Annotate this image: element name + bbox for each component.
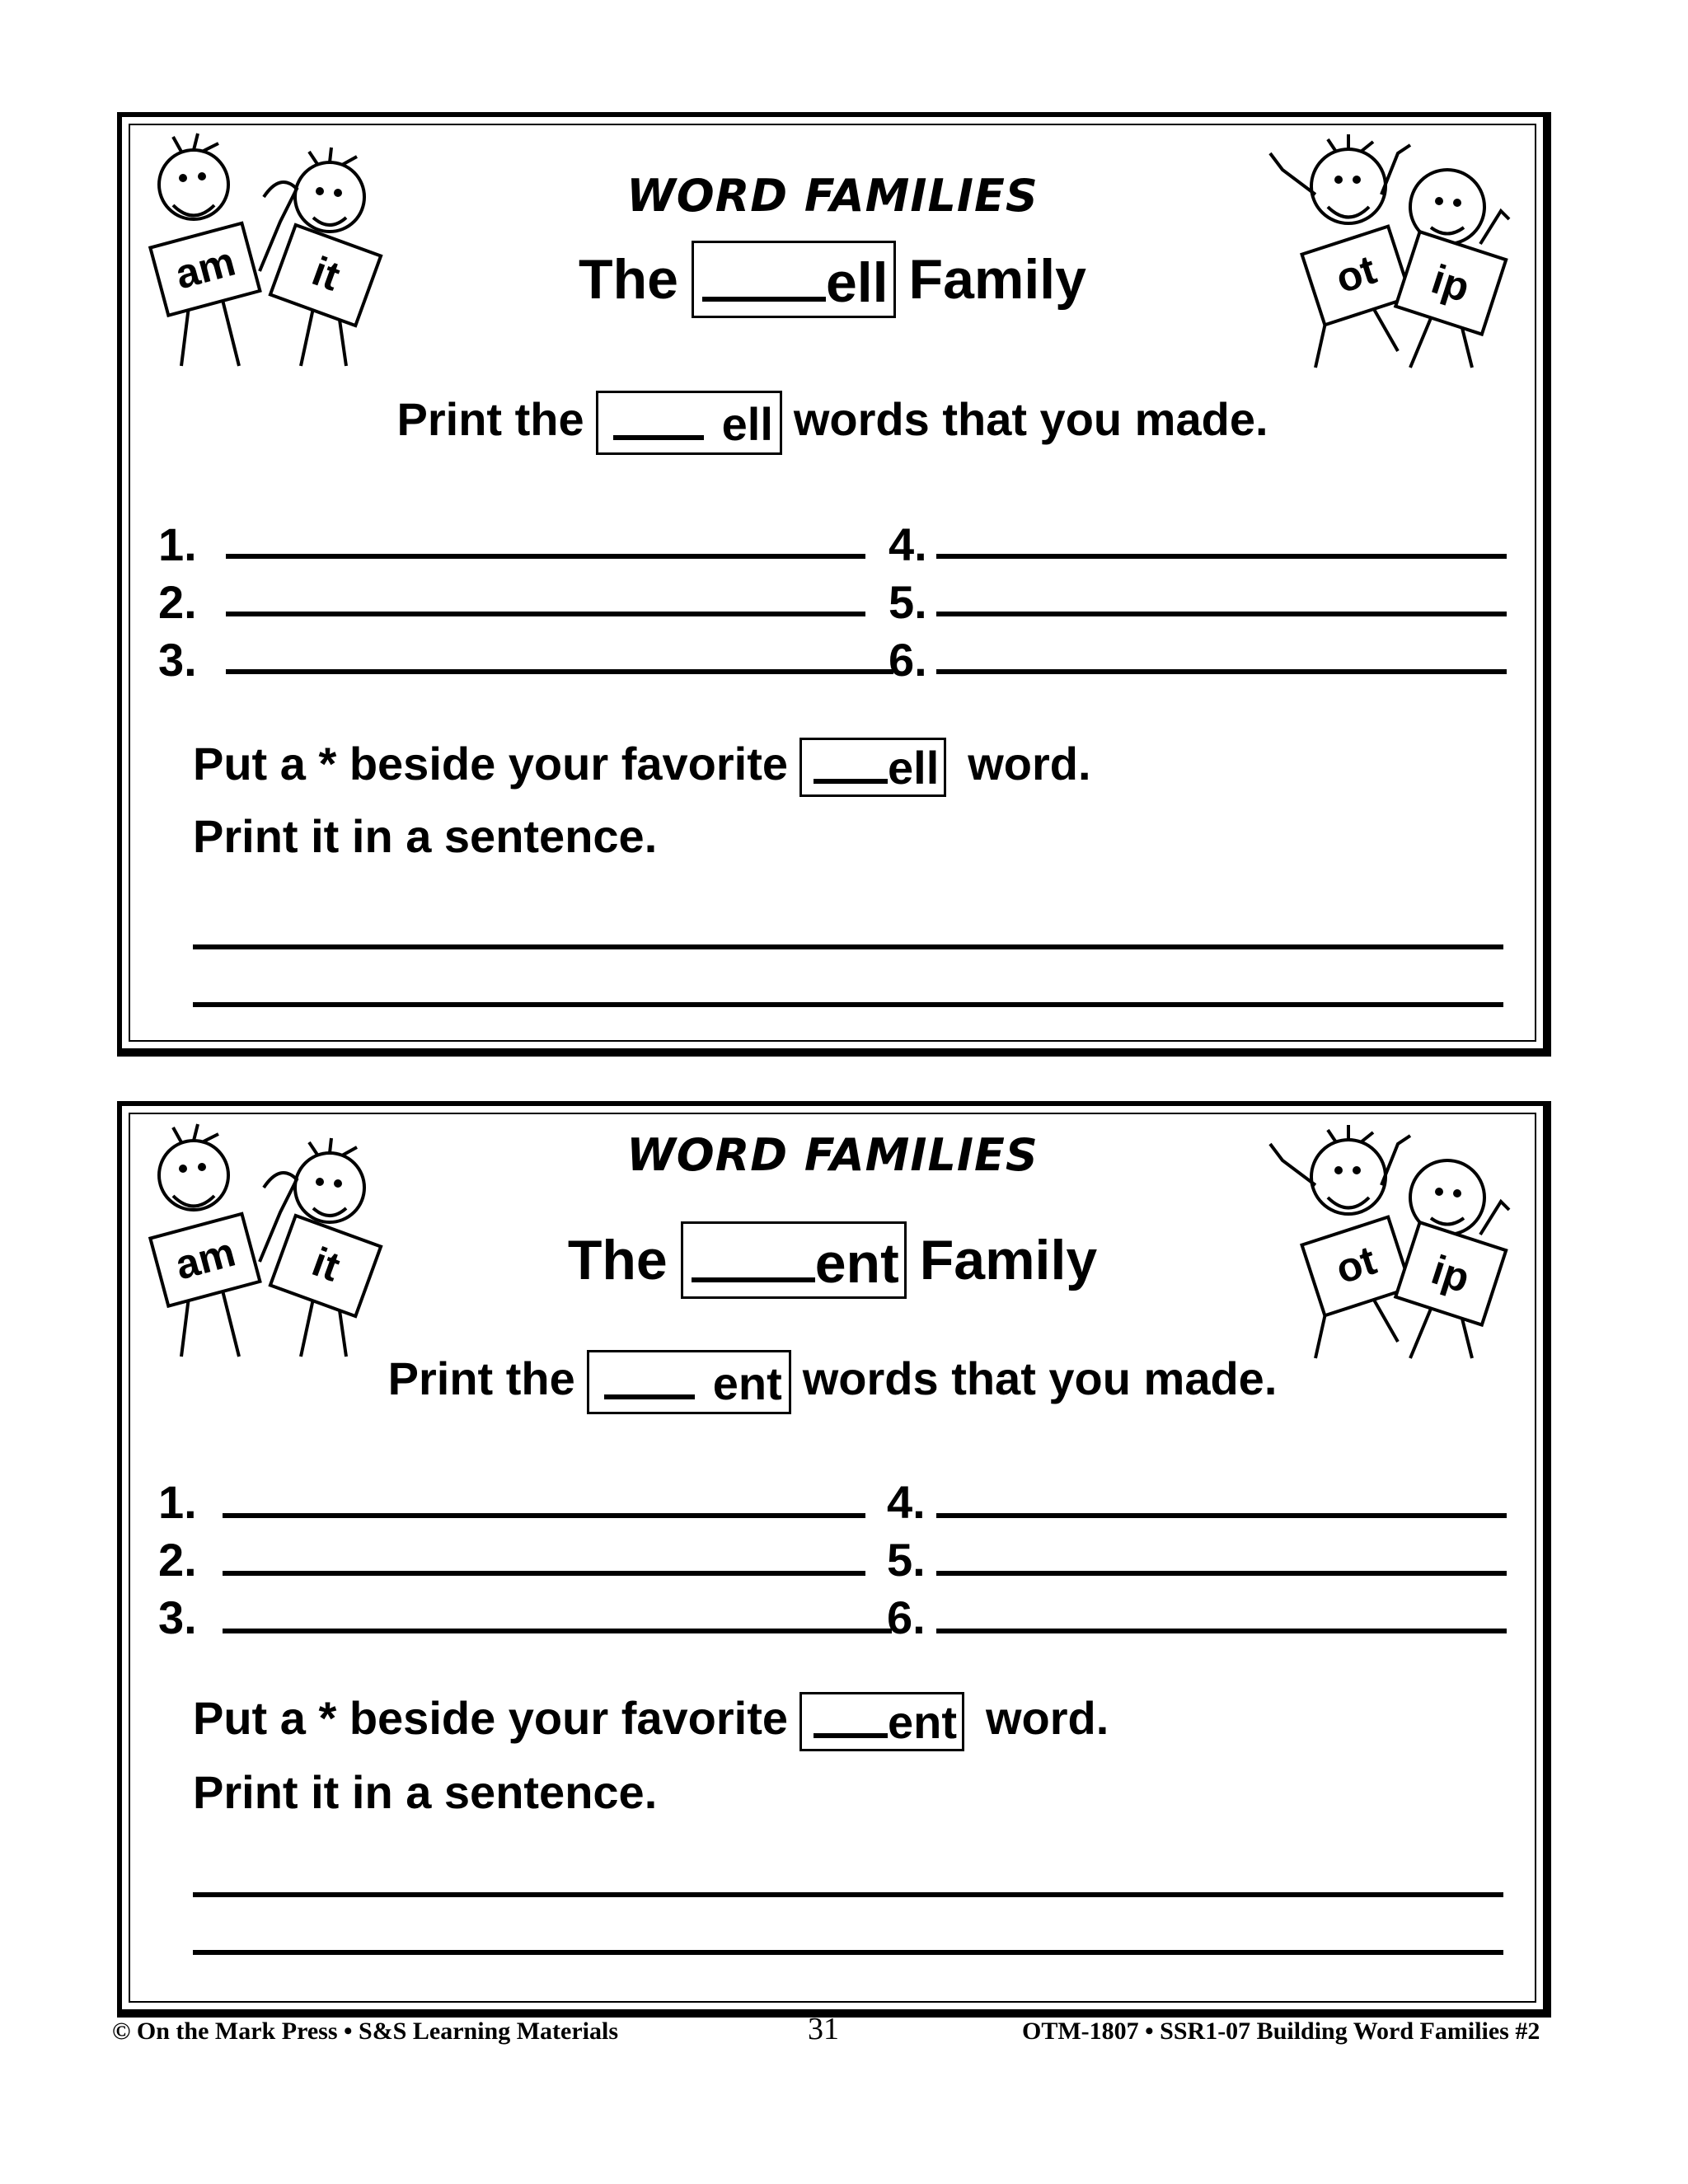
svg-text:ot: ot	[1330, 246, 1382, 302]
answer-line-6[interactable]	[936, 1629, 1507, 1633]
answer-number-4: 4.	[887, 1476, 926, 1528]
answer-number-3: 3.	[158, 634, 197, 686]
sentence-line-2[interactable]	[193, 1950, 1503, 1955]
print-prefix: Print the	[387, 1352, 575, 1404]
favorite-instruction	[193, 737, 1091, 797]
family-prefix: The	[567, 1229, 668, 1291]
svg-text:am: am	[170, 237, 241, 298]
family-ending: ell	[825, 251, 889, 314]
answer-line-5[interactable]	[936, 612, 1507, 616]
blank-underline	[702, 297, 826, 302]
answer-number-2: 2.	[158, 576, 197, 628]
favorite-ending: ell	[887, 742, 940, 794]
page-number: 31	[808, 2012, 839, 2046]
answer-line-6[interactable]	[936, 669, 1507, 674]
favorite-ending-box	[799, 1692, 964, 1751]
sentence-line-1[interactable]	[193, 1892, 1503, 1897]
answer-number-2: 2.	[158, 1534, 197, 1586]
answer-number-6: 6.	[889, 634, 927, 686]
blank-underline	[814, 779, 888, 784]
print-prefix: Print the	[396, 392, 584, 445]
answer-line-1[interactable]	[226, 554, 865, 559]
answer-number-4: 4.	[889, 518, 927, 570]
print-suffix: words that you made.	[793, 392, 1268, 445]
print-ending-box	[596, 391, 782, 455]
svg-text:it: it	[306, 247, 346, 300]
print-ending: ent	[712, 1357, 782, 1409]
family-suffix: Family	[908, 248, 1086, 311]
print-ending-box	[587, 1350, 791, 1414]
answer-number-3: 3.	[158, 1591, 197, 1643]
sentence-prompt: Print it in a sentence.	[193, 810, 658, 862]
answer-line-4[interactable]	[936, 1513, 1507, 1518]
favorite-suffix: word.	[968, 738, 1091, 790]
favorite-suffix: word.	[985, 1692, 1109, 1744]
family-ending-box	[692, 241, 896, 318]
print-words-instruction	[122, 391, 1543, 455]
favorite-ending-box	[799, 738, 946, 797]
family-prefix: The	[579, 248, 678, 311]
svg-text:it: it	[306, 1238, 346, 1291]
answer-line-5[interactable]	[936, 1571, 1507, 1576]
family-heading	[122, 1221, 1543, 1302]
family-ending: ent	[814, 1232, 899, 1295]
print-suffix: words that you made.	[802, 1352, 1278, 1404]
blank-underline	[692, 1277, 815, 1282]
sentence-line-2[interactable]	[193, 1002, 1503, 1007]
family-suffix: Family	[919, 1229, 1098, 1291]
svg-text:ip: ip	[1426, 255, 1475, 312]
worksheet-title: WORD FAMILIES	[626, 1129, 1039, 1181]
worksheet-card-ent	[117, 1101, 1551, 2018]
print-words-instruction	[122, 1350, 1543, 1414]
sentence-line-1[interactable]	[193, 944, 1503, 949]
blank-underline	[604, 1394, 695, 1399]
print-ending: ell	[721, 398, 773, 450]
answer-line-1[interactable]	[223, 1513, 865, 1518]
answer-number-5: 5.	[889, 576, 927, 628]
svg-text:am: am	[170, 1228, 241, 1289]
answer-line-3[interactable]	[223, 1629, 892, 1633]
favorite-prefix: Put a * beside your favorite	[193, 1692, 788, 1744]
favorite-ending: ent	[887, 1696, 957, 1749]
worksheet-card-ell	[117, 112, 1551, 1057]
blank-underline	[613, 435, 704, 440]
favorite-prefix: Put a * beside your favorite	[193, 738, 788, 790]
answer-number-5: 5.	[887, 1534, 926, 1586]
answer-number-6: 6.	[887, 1591, 926, 1643]
answer-line-2[interactable]	[223, 1571, 865, 1576]
worksheet-title: WORD FAMILIES	[626, 170, 1039, 222]
favorite-instruction	[193, 1691, 1109, 1751]
answer-number-1: 1.	[158, 1476, 197, 1528]
footer-book-code: OTM-1807 • SSR1-07 Building Word Families #2	[1022, 2018, 1540, 2045]
family-ending-box	[681, 1221, 907, 1299]
sentence-prompt: Print it in a sentence.	[193, 1766, 658, 1818]
answer-line-3[interactable]	[226, 669, 893, 674]
svg-text:ot: ot	[1330, 1236, 1382, 1293]
blank-underline	[814, 1733, 888, 1738]
answer-number-1: 1.	[158, 518, 197, 570]
answer-line-4[interactable]	[936, 554, 1507, 559]
family-heading	[122, 241, 1543, 318]
svg-text:ip: ip	[1426, 1246, 1475, 1302]
answer-line-2[interactable]	[226, 612, 865, 616]
footer-publisher: © On the Mark Press • S&S Learning Materials	[112, 2018, 618, 2045]
